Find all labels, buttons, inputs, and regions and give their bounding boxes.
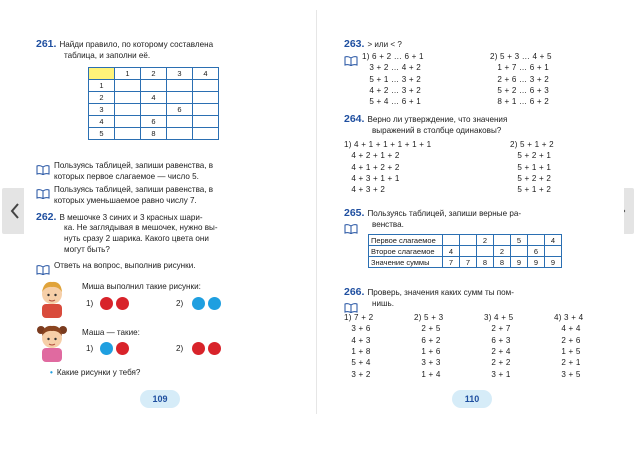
task-number: 264. [344,113,365,125]
expression-line: 4 + 4 [554,324,581,334]
grid-cell: 1 [89,80,115,92]
red-ball [208,342,221,355]
expression-line: 3 + 1 [484,369,511,379]
expression-line: 5 + 4 [344,358,371,368]
task-264-line2: выражений в столбце одинаковы? [372,126,502,135]
grid-cell [193,116,219,128]
sum-table-cell: 2 [477,235,494,246]
sum-table-row [369,257,562,268]
sum-table-cell [511,246,528,257]
expression-line: 1 + 8 [344,346,371,356]
sum-table-row [369,246,562,257]
grid-cell: 8 [141,128,167,140]
expression-line: 4) 3 + 4 [554,313,584,322]
expression-line: 2 + 5 [414,324,441,334]
sum-table-cell [443,235,460,246]
expression-line: 1) 7 + 2 [344,313,374,322]
expression-line: 1 + 5 [554,346,581,356]
task-263-title: 263. > или < ? [344,38,402,50]
book-icon [344,53,358,63]
grid-cell [193,128,219,140]
sum-table [368,234,562,268]
red-ball [116,297,129,310]
expression-line: 3 + 2 [344,369,371,379]
grid-cell: 3 [89,104,115,116]
page-spine [316,10,317,414]
task-265-line2: венства. [372,220,404,229]
expression-line: 8 + 1 … 6 + 2 [490,97,549,107]
row-label: Значение суммы [369,257,443,268]
grid-row [89,104,219,116]
page-109 [24,10,306,414]
sum-table-cell: 8 [494,257,511,268]
grid-cell: 4 [193,68,219,80]
sum-table-cell: 6 [528,246,545,257]
task-a-line1: Пользуясь таблицей, запиши равенства, в [54,161,214,170]
grid-cell [115,80,141,92]
expression-line: 5 + 2 + 2 [510,173,552,183]
sum-table-row [369,235,562,246]
sum-table-cell [545,246,562,257]
grid-cell [167,116,193,128]
expression-line: 5 + 4 … 6 + 1 [362,97,421,107]
grid-cell: 4 [89,116,115,128]
blue-ball [100,342,113,355]
expression-line: 2 + 1 [554,358,581,368]
expression-line: 3 + 2 … 4 + 2 [362,63,421,73]
task-265-line1: 265. Пользуясь таблицей, запиши верные ра- [344,207,522,219]
red-ball [192,342,205,355]
task-number: 263. [344,38,365,50]
expression-line: 5 + 2 … 6 + 3 [490,85,549,95]
task-b-line2: которых уменьшаемое равно числу 7. [54,196,197,205]
grid-cell: 6 [167,104,193,116]
expression-line: 6 + 3 [484,335,511,345]
expression-line: 5 + 2 + 1 [510,151,552,161]
book-icon [36,186,50,196]
task-261-line1: 261. Найди правило, по которому составлена [36,38,214,50]
grid-cell: 1 [115,68,141,80]
red-ball [116,342,129,355]
grid-cell [167,92,193,104]
expression-line: 2) 5 + 3 [414,313,444,322]
grid-cell [193,80,219,92]
task-262-line4: могут быть? [64,245,110,254]
grid-cell [115,128,141,140]
sum-table-cell: 4 [545,235,562,246]
expression-line: 2) 5 + 1 + 2 [510,140,554,149]
task-number: 262. [36,211,57,223]
expression-line: 2 + 7 [484,324,511,334]
grid-row [89,68,219,80]
grid-row [89,116,219,128]
expression-line: 5 + 1 + 2 [510,185,552,195]
expression-line: 1 + 7 … 6 + 1 [490,63,549,73]
sum-table-cell: 9 [545,257,562,268]
task-number: 265. [344,207,365,219]
masha-option2-label: 2) [176,344,184,353]
sum-table-cell [460,235,477,246]
grid-cell [89,68,115,80]
expression-line: 5 + 1 … 3 + 2 [362,74,421,84]
task-b-line1: Пользуясь таблицей, запиши равенства, в [54,185,214,194]
grid-cell [167,80,193,92]
grid-cell [141,104,167,116]
book-icon [36,162,50,172]
grid-cell: 4 [141,92,167,104]
sum-table-cell [528,235,545,246]
expression-line: 2 + 2 [484,358,511,368]
book-icon [344,221,358,231]
expression-line: 2 + 6 [554,335,581,345]
addition-grid [88,67,219,140]
sum-table-cell [494,235,511,246]
grid-cell [167,128,193,140]
grid-cell: 6 [141,116,167,128]
masha-option1-label: 1) [86,344,94,353]
misha-caption: Миша выполнил такие рисунки: [82,282,201,291]
misha-option2-label: 2) [176,299,184,308]
sum-table-cell: 9 [528,257,545,268]
task-261-line2: таблица, и заполни её. [64,51,151,60]
expression-line: 3 + 3 [414,358,441,368]
expression-line: 5 + 1 + 1 [510,162,552,172]
expression-line: 4 + 3 + 1 + 1 [344,173,400,183]
bullet-icon: • [50,368,53,377]
page-110 [334,10,624,414]
misha-avatar [36,278,68,323]
grid-cell [193,92,219,104]
sum-table-cell: 9 [511,257,528,268]
task-number: 261. [36,38,57,50]
answer-instruction: Ответь на вопрос, выполнив рисунки. [54,261,196,270]
misha-option1-label: 1) [86,299,94,308]
sum-table-cell: 7 [443,257,460,268]
masha-avatar [36,320,68,367]
expression-line: 4 + 2 + 1 + 2 [344,151,400,161]
page-number: 109 [140,390,180,408]
expression-line: 3 + 5 [554,369,581,379]
task-262-line1: 262. В мешочке 3 синих и 3 красных шари- [36,211,203,223]
grid-cell: 5 [89,128,115,140]
expression-line: 1) 4 + 1 + 1 + 1 + 1 + 1 [344,140,432,149]
grid-cell [115,116,141,128]
sum-table-cell [460,246,477,257]
grid-row [89,80,219,92]
expression-line: 4 + 2 … 3 + 2 [362,85,421,95]
grid-cell [115,104,141,116]
row-label: Первое слагаемое [369,235,443,246]
expression-line: 4 + 3 + 2 [344,185,386,195]
grid-cell: 2 [89,92,115,104]
expression-line: 2) 5 + 3 … 4 + 5 [490,52,552,61]
expression-line: 4 + 1 + 2 + 2 [344,162,400,172]
grid-cell: 3 [167,68,193,80]
sum-table-cell: 8 [477,257,494,268]
expression-line: 3) 4 + 5 [484,313,514,322]
expression-line: 1 + 4 [414,369,441,379]
sum-table-cell [477,246,494,257]
expression-line: 6 + 2 [414,335,441,345]
grid-row [89,92,219,104]
task-266-line2: нишь. [372,299,394,308]
sum-table-cell: 7 [460,257,477,268]
sum-table-cell: 5 [511,235,528,246]
task-262-line2: ка. Не заглядывая в мешочек, нужно вы- [64,223,218,232]
grid-cell [193,104,219,116]
expression-line: 4 + 3 [344,335,371,345]
your-drawings-question: • Какие рисунки у тебя? [50,368,141,377]
page-number: 110 [452,390,492,408]
expression-line: 2 + 6 … 3 + 2 [490,74,549,84]
task-number: 266. [344,286,365,298]
chevron-left-icon [10,203,20,219]
task-264-line1: 264. Верно ли утверждение, что значения [344,113,508,125]
task-262-line3: нуть сразу 2 шарика. Какого цвета они [64,234,209,243]
red-ball [100,297,113,310]
masha-caption: Маша — такие: [82,328,140,337]
book-icon [36,262,50,272]
sum-table-cell: 4 [443,246,460,257]
row-label: Второе слагаемое [369,246,443,257]
expression-line: 2 + 4 [484,346,511,356]
expression-line: 1) 6 + 2 … 6 + 1 [362,52,424,61]
blue-ball [192,297,205,310]
sum-table-cell: 2 [494,246,511,257]
task-a-line2: которых первое слагаемое — число 5. [54,172,199,181]
blue-ball [208,297,221,310]
grid-row [89,128,219,140]
task-266-line1: 266. Проверь, значения каких сумм ты пом- [344,286,514,298]
grid-cell [115,92,141,104]
book-icon [344,300,358,310]
grid-cell: 2 [141,68,167,80]
expression-line: 3 + 6 [344,324,371,334]
grid-cell [141,80,167,92]
expression-line: 1 + 6 [414,346,441,356]
